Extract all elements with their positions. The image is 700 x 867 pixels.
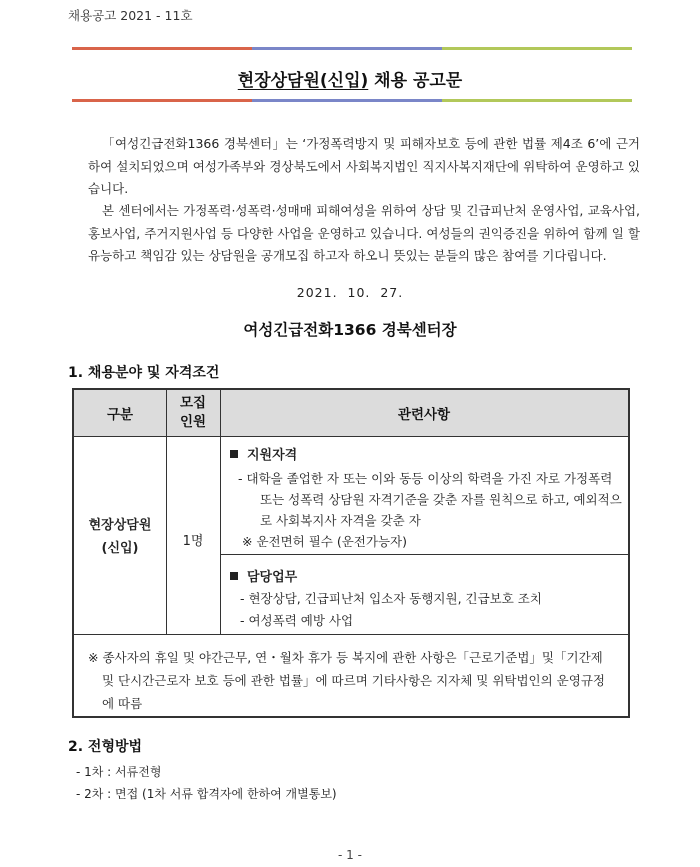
band-segment-green — [442, 99, 632, 102]
section-1-heading: 1. 채용분야 및 자격조건 — [68, 365, 220, 381]
band-segment-blue — [252, 99, 442, 102]
column-header-details: 관련사항 — [397, 407, 451, 423]
qualification-heading — [230, 446, 622, 466]
position-type: (신입) — [101, 541, 139, 556]
duty-item: - 여성폭력 예방 사업 — [240, 613, 354, 628]
footnote-line: 및 단시간근로자 보호 등에 관한 법률」에 따르며 기타사항은 지자체 및 위탁법인의 운영규정 — [102, 673, 605, 688]
qualification-line — [238, 468, 622, 489]
black-square-bullet-icon — [230, 450, 238, 458]
qualification-line-text: 대학을 졸업한 자 또는 이와 동등 이상의 학력을 가진 자로 가정폭력 — [246, 471, 613, 486]
footnote-line: ※ 종사자의 휴일 및 야간근무, 연・월차 휴가 등 복지에 관한 사항은「근로기준법」및「기간제 — [88, 650, 603, 665]
document-title — [0, 66, 700, 91]
position-name: 현장상담원 — [88, 518, 152, 533]
table-divider — [220, 554, 628, 555]
table-footnote — [88, 646, 616, 715]
band-segment-red — [72, 99, 252, 102]
recruitment-table — [72, 388, 630, 718]
qualification-text — [230, 468, 622, 531]
column-header-count-line2: 인원 — [179, 414, 207, 430]
headcount-cell: 1명 — [182, 534, 204, 549]
qualification-heading-text: 지원자격 — [247, 448, 298, 463]
selection-step: - 2차 : 면접 (1차 서류 합격자에 한하여 개별통보) — [76, 787, 337, 801]
duty-block — [230, 568, 622, 632]
position-cell — [74, 514, 166, 560]
intro-paragraph-1: 「여성긴급전화1366 경북센터」는 ‘가정폭력방지 및 피해자보호 등에 관한 법률 제4조 6’에 근거하여 설치되었으며 여성가족부와 경상북도에서 사회복지법인 직지사복지재단에 위탁하여 운영하고 있습니다. — [88, 136, 640, 196]
selection-step: - 1차 : 서류전형 — [76, 765, 162, 779]
duty-item: - 현장상담, 긴급피난처 입소자 동행지원, 긴급보호 조치 — [240, 591, 542, 606]
band-segment-blue — [252, 47, 442, 50]
section-2-heading: 2. 전형방법 — [68, 739, 143, 755]
title-band-bottom — [72, 99, 632, 102]
band-segment-red — [72, 47, 252, 50]
list-dash: - — [238, 471, 243, 486]
qualification-line: 로 사회복지사 자격을 갖춘 자 — [260, 513, 421, 528]
band-segment-green — [442, 47, 632, 50]
qualification-line: 또는 성폭력 상담원 자격기준을 갖춘 자를 원칙으로 하고, 예외적으 — [260, 492, 622, 507]
column-header-category: 구분 — [106, 407, 134, 423]
announcement-date: 2021. 10. 27. — [296, 285, 404, 300]
duty-heading-text: 담당업무 — [247, 570, 298, 585]
document-number: 채용공고 2021 - 11호 — [68, 8, 193, 23]
column-header-count — [166, 394, 220, 432]
table-divider — [220, 390, 221, 634]
black-square-bullet-icon — [230, 572, 238, 580]
qualification-block — [230, 446, 622, 553]
footnote-line: 에 따름 — [102, 696, 143, 711]
column-header-count-line1: 모집 — [179, 395, 207, 411]
duty-heading — [230, 568, 622, 588]
table-divider — [74, 634, 628, 635]
intro-paragraph-2: 본 센터에서는 가정폭력·성폭력·성매매 피해여성을 위하여 상담 및 긴급피난처 운영사업, 교육사업, 홍보사업, 주거지원사업 등 다양한 사업을 운영하고 있습니다. 여성들의 권익증진을 위하여 함께 일 할 유능하고 책임감 있는 상담원을 공개모집 하고자 하오니 뜻있는 분들의 많은 참여를 기다립니다. — [88, 203, 640, 263]
qualification-note: ※ 운전면허 필수 (운전가능자) — [242, 534, 407, 549]
title-band-top — [72, 47, 632, 50]
organization-signature: 여성긴급전화1366 경북센터장 — [243, 321, 457, 339]
title-rest: 채용 공고문 — [368, 71, 463, 91]
title-underlined-part: 현장상담원(신입) — [237, 71, 369, 91]
page-number: - 1 - — [338, 848, 362, 862]
